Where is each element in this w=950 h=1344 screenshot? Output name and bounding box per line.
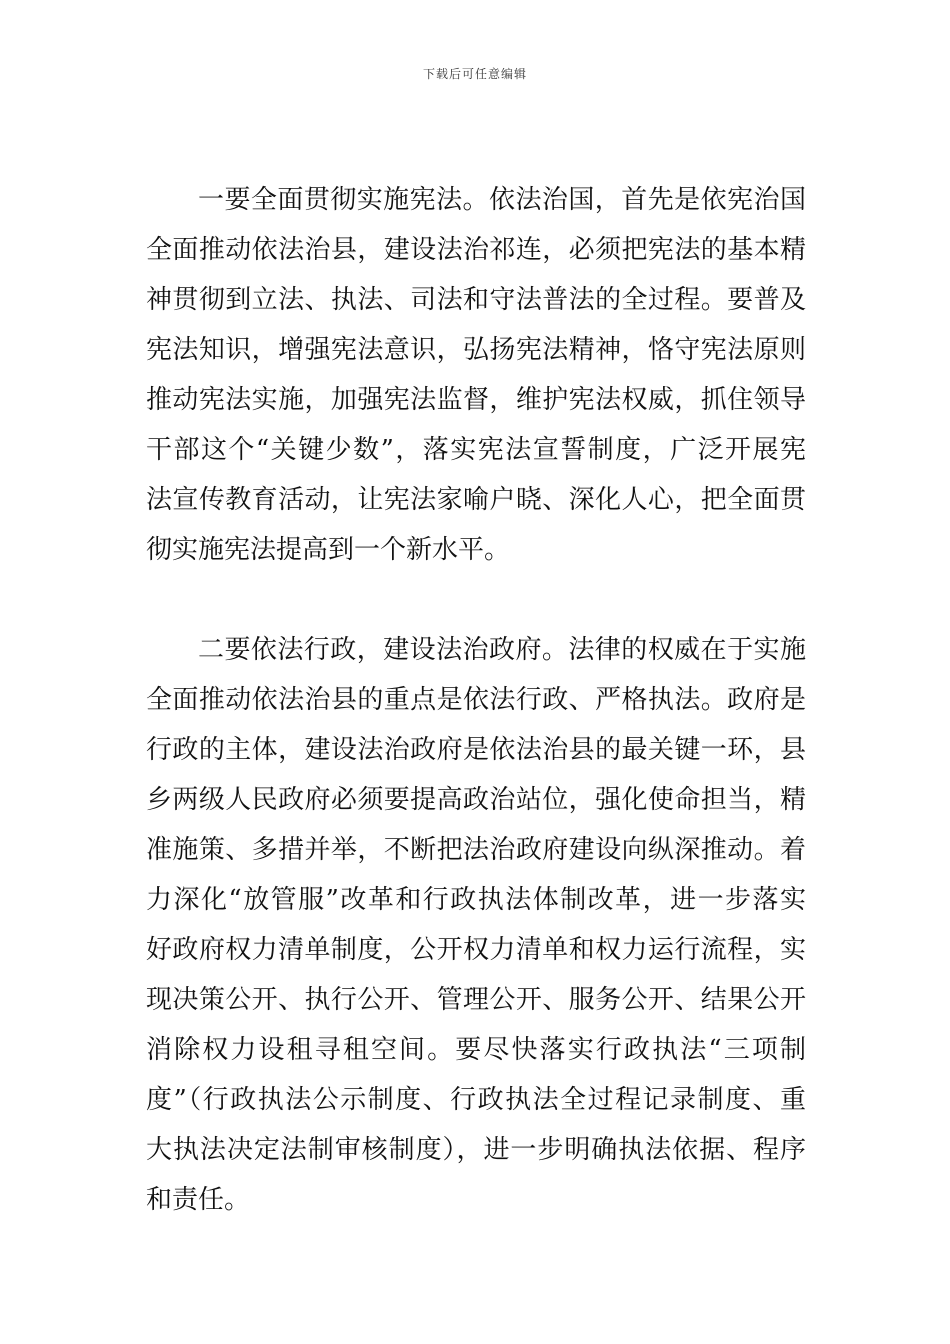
text-line: 二要依法行政，建设法治政府。法律的权威在于实施 xyxy=(198,635,806,665)
text-line: 宪法知识，增强宪法意识，弘扬宪法精神，恪守宪法原则 xyxy=(146,335,806,365)
text-line: 乡两级人民政府必须要提高政治站位，强化使命担当，精 xyxy=(146,785,806,815)
text-line: 推动宪法实施，加强宪法监督，维护宪法权威，抓住领导 xyxy=(146,385,806,415)
text-line: 消除权力设租寻租空间。要尽快落实行政执法“三项制 xyxy=(146,1035,806,1065)
text-line: 大执法决定法制审核制度），进一步明确执法依据、程序 xyxy=(146,1135,806,1165)
text-line: 好政府权力清单制度，公开权力清单和权力运行流程，实 xyxy=(146,935,806,965)
text-line: 一要全面贯彻实施宪法。依法治国，首先是依宪治国 xyxy=(198,185,806,215)
text-line: 彻实施宪法提高到一个新水平。 xyxy=(146,535,511,565)
document-body xyxy=(146,175,806,1225)
text-line: 准施策、多措并举，不断把法治政府建设向纵深推动。着 xyxy=(146,835,806,865)
text-line: 现决策公开、执行公开、管理公开、服务公开、结果公开 xyxy=(146,985,806,1015)
text-line: 全面推动依法治县，建设法治祁连，必须把宪法的基本精 xyxy=(146,235,806,265)
text-line: 力深化“放管服”改革和行政执法体制改革，进一步落实 xyxy=(146,885,806,915)
text-line: 神贯彻到立法、执法、司法和守法普法的全过程。要普及 xyxy=(146,285,806,315)
text-line: 和责任。 xyxy=(146,1185,251,1215)
text-line: 干部这个“关键少数”，落实宪法宣誓制度，广泛开展宪 xyxy=(146,435,806,465)
paragraph-constitution xyxy=(146,175,806,575)
text-line: 法宣传教育活动，让宪法家喻户晓、深化人心，把全面贯 xyxy=(146,485,806,515)
paragraph-rule-of-law-government xyxy=(146,625,806,1225)
text-line: 全面推动依法治县的重点是依法行政、严格执法。政府是 xyxy=(146,685,806,715)
paragraph-spacer xyxy=(146,575,806,625)
text-line: 行政的主体，建设法治政府是依法治县的最关键一环，县 xyxy=(146,735,806,765)
text-line: 度”（行政执法公示制度、行政执法全过程记录制度、重 xyxy=(146,1085,806,1115)
page-header-note: 下载后可任意编辑 xyxy=(422,67,527,81)
